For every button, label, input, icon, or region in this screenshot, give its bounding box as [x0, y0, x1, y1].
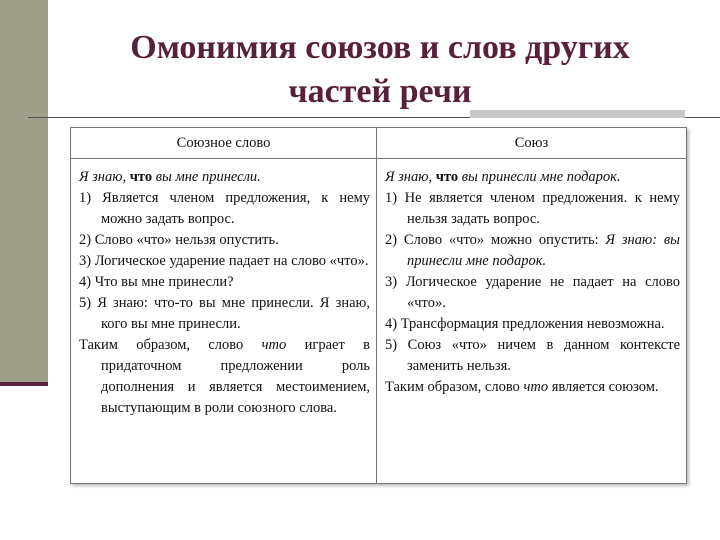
left-item-1: 1) Является членом предложения, к нему можно задать вопрос.: [79, 190, 370, 227]
table-body-row: [71, 159, 686, 484]
decorative-side-bar: [0, 0, 48, 382]
slide-title-line-1: Омонимия союзов и слов других: [130, 29, 630, 66]
comparison-table-container: [70, 127, 687, 484]
right-item-4: 4) Трансформация предложения невозможна.: [385, 316, 665, 332]
decorative-side-bar-accent: [0, 382, 48, 386]
slide-title-line-2: частей речи: [288, 73, 472, 110]
left-example: Я знаю, что вы мне принесли.: [79, 169, 261, 185]
right-summary: Таким образом, слово что является союзом.: [385, 379, 659, 395]
union-word-cell: [71, 159, 377, 484]
right-item-1: 1) Не является членом предложения. к нему нельзя задать вопрос.: [385, 190, 680, 227]
left-summary: Таким образом, слово что играет в придаточном предложении роль дополнения и является местоимением, выступающим в роли союзного слова.: [79, 337, 371, 416]
header-union: Союз: [377, 128, 687, 159]
comparison-table: [71, 128, 686, 483]
left-item-4: 4) Что вы мне принесли?: [79, 274, 234, 290]
right-example: Я знаю, что вы принесли мне подарок.: [385, 169, 621, 185]
left-item-2: 2) Слово «что» нельзя опустить.: [79, 232, 279, 248]
table-header-row: [71, 128, 686, 159]
left-item-3: 3) Логическое ударение падает на слово «что».: [79, 253, 369, 269]
slide-title: [60, 26, 700, 114]
right-item-3: 3) Логическое ударение не падает на слово «что».: [385, 274, 680, 311]
right-item-2: 2) Слово «что» можно опустить: Я знаю: вы принесли мне подарок.: [385, 232, 680, 269]
union-cell: [377, 159, 687, 484]
left-item-5: 5) Я знаю: что-то вы мне принесли. Я знаю, кого вы мне принесли.: [79, 295, 370, 332]
header-union-word: Союзное слово: [71, 128, 377, 159]
right-item-5: 5) Союз «что» ничем в данном контексте заменить нельзя.: [385, 337, 680, 374]
